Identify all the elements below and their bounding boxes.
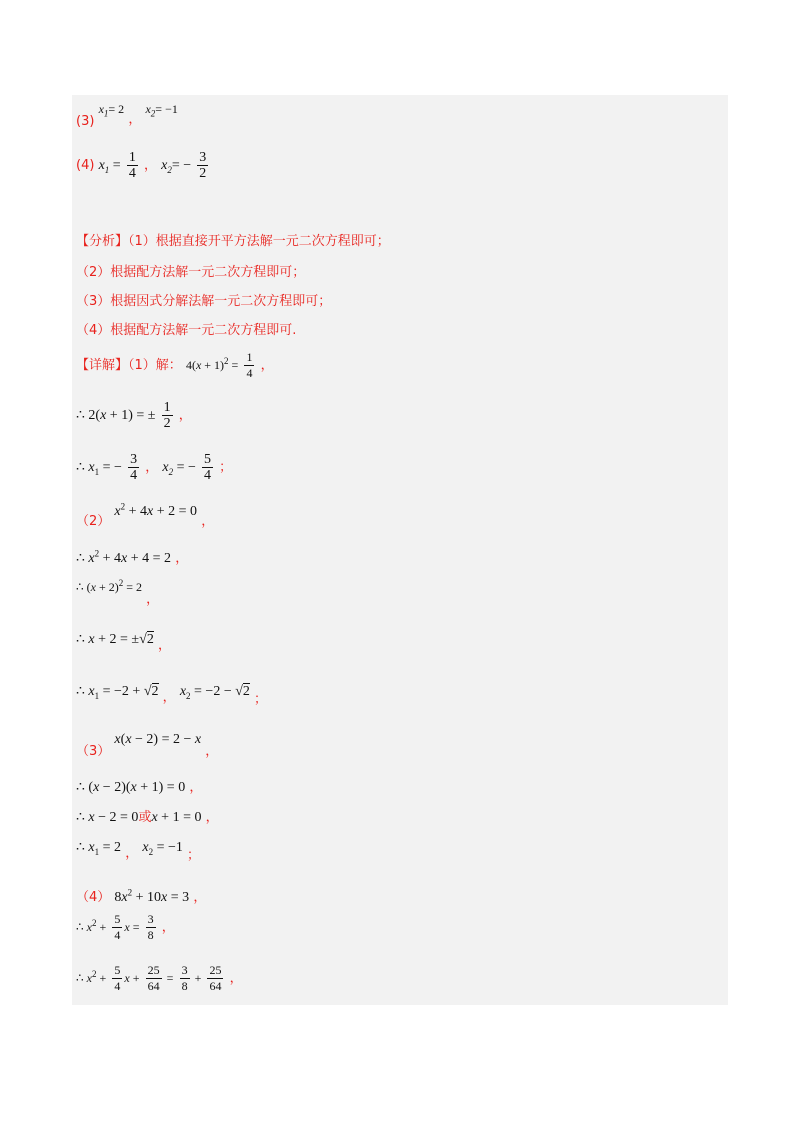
analysis-line-1: 【分析】（1）根据直接开平方法解一元二次方程即可； [76, 234, 390, 249]
analysis-line-3: （3）根据因式分解法解一元二次方程即可； [76, 294, 332, 309]
detail-4-step-2: ∴ $x^2$ + $\frac{5}{4}$ x + $\frac{25}{64}$ = $\frac{3}{8}$ + $\frac{25}{64}$ ， [76, 963, 243, 993]
detail-2-step-2: ∴ $(x + 2)^2 = 2$ ， [76, 578, 160, 607]
detail-1-eq: 【详解】（1）解： $4(x + 1)^2$ = $\frac{1}{4}$ ， [76, 350, 274, 380]
detail-2-roots: ∴ $x_1 = -2 + √2$ ， $x_2 = -2 - √2$ ； [76, 684, 268, 707]
detail-3-roots: ∴ $x_1 = 2$ ， $x_2 = -1$ ； [76, 840, 201, 863]
answer-4: (4) $x_1$ = $\frac{1}{4}$ ， $x_2=$ − $\frac{3}{2}$ [76, 150, 207, 181]
detail-1-step-1: ∴ 2(x + 1) = ± $\frac{1}{2}$ ， [76, 400, 192, 431]
detail-2-eq: （2） $x^2 + 4x + 2 = 0$ ， [76, 501, 215, 529]
analysis-line-2: （2）根据配方法解一元二次方程即可； [76, 265, 306, 280]
detail-1-roots: ∴ $x_1$ = − $\frac{3}{4}$ ， $x_2$ = − $\frac{5}{4}$ ； [76, 452, 233, 483]
analysis-line-4: （4）根据配方法解一元二次方程即可. [76, 323, 297, 338]
comma: ， [128, 112, 142, 127]
detail-2-step-1: ∴ $x^2 + 4x + 4 = 2$ ， [76, 548, 189, 566]
detail-3-step-2: ∴ x − 2 = 0或x + 1 = 0 ， [76, 810, 219, 825]
detail-4-step-1: ∴ $x^2$ + $\frac{5}{4}$ x = $\frac{3}{8}$ ， [76, 912, 175, 942]
detail-3-step-1: ∴ (x − 2)(x + 1) = 0 ， [76, 780, 203, 795]
detail-4-eq: （4） $8x^2 + 10x = 3$ ， [76, 887, 207, 905]
detail-3-eq: （3） x(x − 2) = 2 − x ， [76, 732, 219, 759]
answer-3: (3) $x_1= 2$ ， $x_2= -1$ [76, 102, 178, 129]
detail-2-step-3: ∴ x + 2 = ±√2 ， [76, 632, 171, 653]
